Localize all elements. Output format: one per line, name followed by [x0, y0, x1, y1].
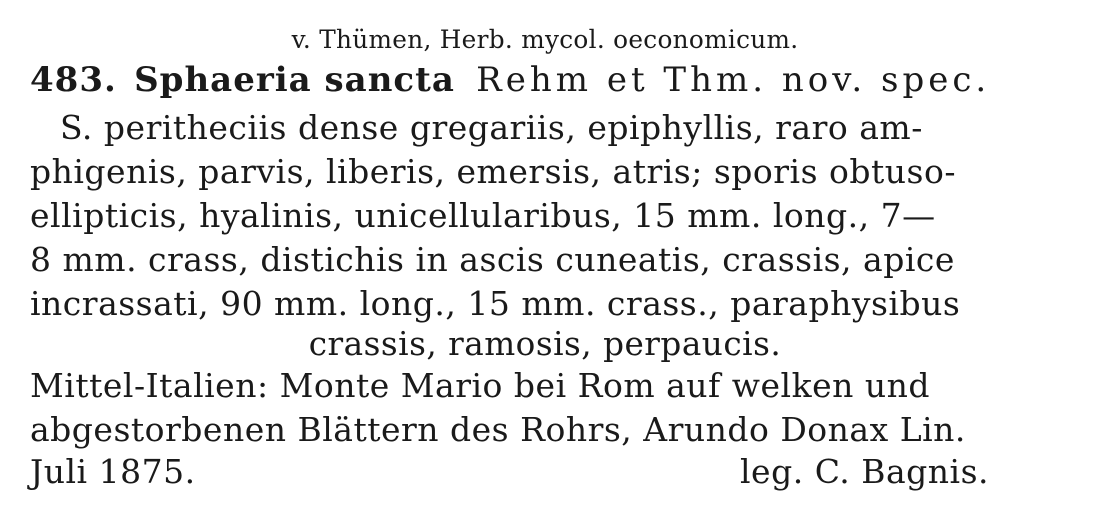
description-line: ellipticis, hyalinis, unicellularibus, 15 mm. long., 7— [30, 196, 936, 235]
species-name: Sphaeria sancta [134, 60, 455, 100]
description-line: phigenis, parvis, liberis, emersis, atris; sporis obtuso- [30, 152, 956, 191]
description-line: 8 mm. crass, distichis in ascis cuneatis, crassis, apice [30, 240, 955, 279]
description-line: S. peritheciis dense gregariis, epiphyllis, raro am- [60, 108, 923, 147]
collection-header: v. Thümen, Herb. mycol. oeconomicum. [291, 25, 799, 54]
entry-number: 483. [30, 60, 117, 100]
species-author: Rehm et Thm. nov. spec. [476, 60, 991, 100]
locality-line: abgestorbenen Blättern des Rohrs, Arundo Donax Lin. [30, 410, 966, 449]
species-title [30, 60, 990, 100]
collection-date: Juli 1875. [30, 452, 196, 491]
description-line: crassis, ramosis, perpaucis. [308, 324, 782, 363]
locality-line: Mittel-Italien: Monte Mario bei Rom auf welken und [30, 366, 930, 405]
description-line: incrassati, 90 mm. long., 15 mm. crass., paraphysibus [30, 284, 961, 323]
collector-credit: leg. C. Bagnis. [740, 452, 990, 491]
